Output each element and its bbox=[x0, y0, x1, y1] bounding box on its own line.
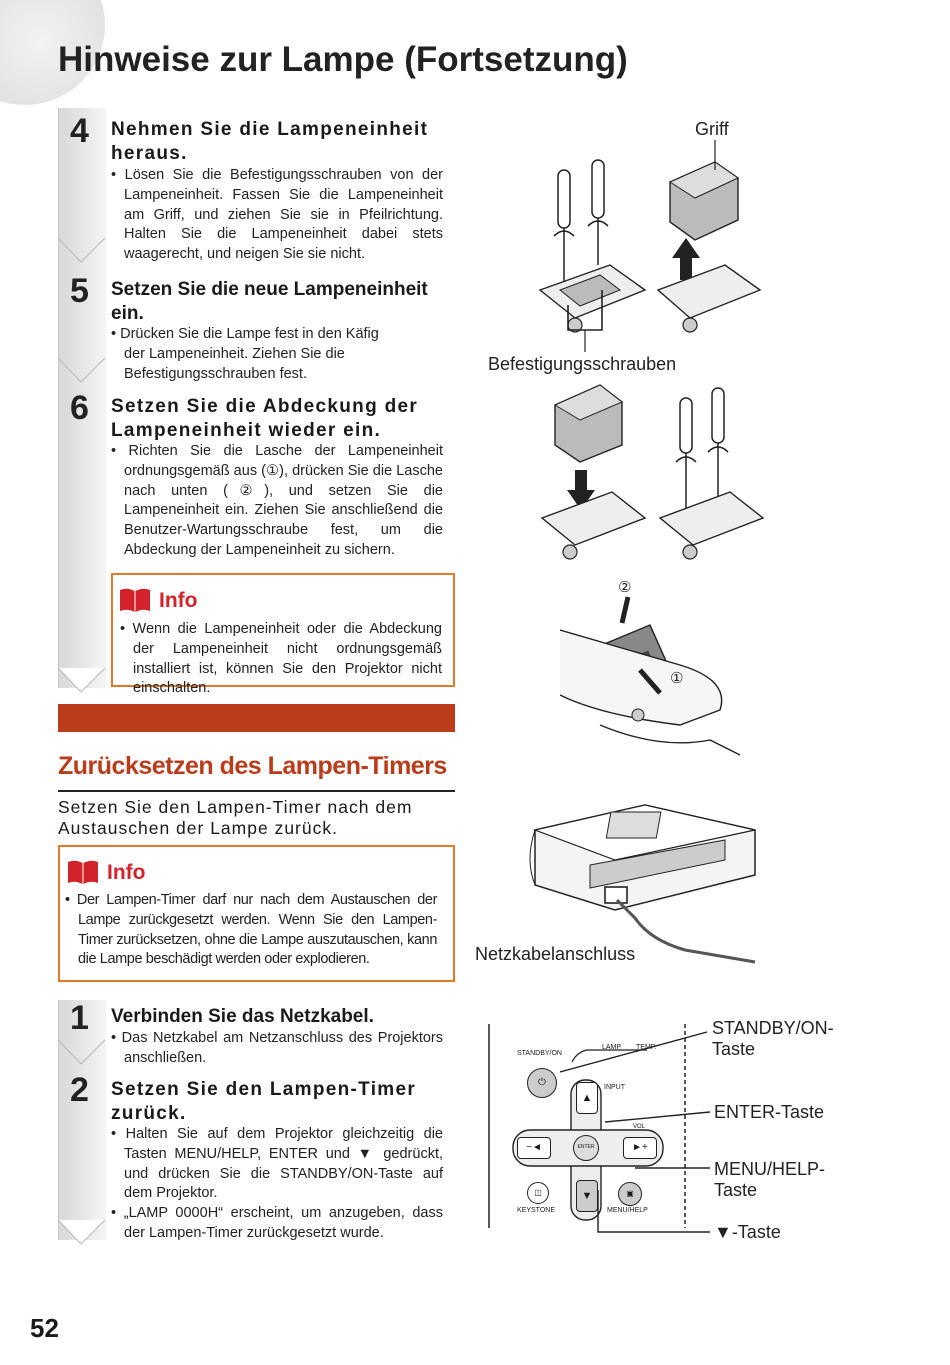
bullet: • „LAMP 0000H“ erscheint, um anzugeben, dass der Lampen-Timer zurückgesetzt wurde. bbox=[111, 1205, 443, 1241]
section-intro: Setzen Sie den Lampen-Timer nach dem Austauschen der Lampe zurück. bbox=[58, 797, 413, 838]
standby-button[interactable]: ⏻ bbox=[527, 1068, 557, 1098]
section-bar bbox=[58, 704, 455, 732]
step-heading: Nehmen Sie die Lampeneinheit heraus. bbox=[111, 119, 429, 164]
book-icon bbox=[119, 587, 151, 613]
label-netzkabelanschluss: Netzkabelanschluss bbox=[475, 944, 636, 964]
info-text: • Wenn die Lampeneinheit oder die Abdeckung der Lampeneinheit nicht ordnungsgemäß installiert ist, können Sie den Projektor nicht einschalten. bbox=[120, 621, 442, 697]
label-standby: STANDBY/ON- Taste bbox=[712, 1018, 834, 1059]
step-heading: Verbinden Sie das Netzkabel. bbox=[111, 1006, 374, 1027]
lamp-unit-icon bbox=[670, 140, 738, 240]
info-text: • Der Lampen-Timer darf nur nach dem Austauschen der Lampe zurückgesetzt werden. Wenn Sie den Lampen-Timer zurücksetzen, ohne die Lampe auszutauschen, kann die Lampe beschädigt werden oder explodieren. bbox=[65, 892, 437, 968]
bullet: • Halten Sie auf dem Projektor gleichzeitig die Tasten MENU/HELP, ENTER und ▼ gedrückt, und drücken Sie die STANDBY/ON-Taste auf dem Projektor. bbox=[111, 1126, 443, 1202]
bullet: • Lösen Sie die Befestigungsschrauben von der Lampeneinheit. Fassen Sie die Lampeneinheit am Griff, und ziehen Sie sie in Pfeilrichtung. Halten Sie die Lampeneinheit dabei stets waagerecht, und neigen Sie sie nicht. bbox=[111, 167, 444, 263]
page-number: 52 bbox=[30, 1313, 59, 1343]
temp-indicator: TEMP. bbox=[636, 1044, 657, 1051]
step-body bbox=[111, 325, 401, 384]
step-body: • Das Netzkabel am Netzanschluss des Projektors anschließen. bbox=[111, 1030, 443, 1066]
step-number: 4 bbox=[70, 112, 89, 150]
standby-label: STANDBY/ON bbox=[517, 1050, 562, 1057]
label-enter: ENTER-Taste bbox=[714, 1102, 825, 1122]
step-heading: Setzen Sie den Lampen-Timer zurück. bbox=[111, 1079, 417, 1124]
info-title: Info bbox=[159, 589, 198, 612]
label-menu: MENU/HELP- Taste bbox=[714, 1159, 826, 1200]
menu-help-label: MENU/HELP bbox=[607, 1207, 648, 1214]
label-befestigungsschrauben: Befestigungsschrauben bbox=[488, 354, 677, 374]
step-body bbox=[111, 166, 443, 265]
info-title: Info bbox=[107, 861, 146, 884]
step-heading: Setzen Sie die neue Lampeneinheit ein. bbox=[111, 279, 428, 324]
up-button[interactable]: ▲ bbox=[576, 1082, 598, 1114]
step-number: 6 bbox=[70, 389, 89, 427]
leader-lines bbox=[560, 1020, 720, 1240]
step-number: 1 bbox=[70, 999, 89, 1037]
page-title: Hinweise zur Lampe (Fortsetzung) bbox=[58, 40, 628, 79]
book-icon bbox=[67, 859, 99, 885]
step-heading: Setzen Sie die Abdeckung der Lampeneinheit wieder ein. bbox=[111, 396, 419, 441]
step-body bbox=[111, 442, 443, 561]
bullet: • Drücken Sie die Lampe fest in den Käfig der Lampeneinheit. Ziehen Sie die Befestigungsschrauben fest. bbox=[111, 326, 379, 382]
enter-button[interactable]: ENTER bbox=[573, 1135, 599, 1161]
sidebar-chevrons bbox=[57, 0, 107, 1365]
projector-illustration bbox=[525, 800, 775, 975]
circled-1: ① bbox=[670, 669, 684, 687]
cover-illustration bbox=[560, 575, 760, 775]
step-body bbox=[111, 1125, 443, 1244]
lamp-cage-icon bbox=[540, 265, 645, 332]
right-button[interactable]: ►+ bbox=[623, 1137, 657, 1159]
step-number: 5 bbox=[70, 272, 89, 310]
step-number: 2 bbox=[70, 1071, 89, 1109]
circled-2: ② bbox=[618, 578, 632, 596]
lamp-indicator: LAMP bbox=[602, 1044, 622, 1051]
label-griff: Griff bbox=[695, 119, 729, 139]
arrow-up-icon bbox=[672, 238, 700, 280]
input-label: INPUT bbox=[604, 1084, 625, 1091]
info-box bbox=[111, 573, 455, 697]
menu-help-button[interactable]: ▣ bbox=[618, 1182, 642, 1206]
keystone-label: KEYSTONE bbox=[517, 1207, 555, 1214]
left-button[interactable]: −◄ bbox=[517, 1137, 551, 1159]
section-heading: Zurücksetzen des Lampen-Timers bbox=[58, 752, 447, 780]
down-button[interactable]: ▼ bbox=[576, 1180, 598, 1212]
bullet: • Richten Sie die Lasche der Lampeneinheit ordnungsgemäß aus (①), drücken Sie die Lasche nach unten (②), und setzen Sie die Lampeneinheit ein. Ziehen Sie anschließend die Benutzer-Wartungsschraube fest, um die Abdeckung der Lampeneinheit zu sichern. bbox=[111, 443, 443, 558]
lamp-replacement-illustration bbox=[520, 140, 780, 580]
label-down: ▼-Taste bbox=[714, 1222, 781, 1242]
keystone-button[interactable]: ◫ bbox=[527, 1182, 549, 1204]
info-box bbox=[58, 845, 455, 982]
section-divider bbox=[58, 790, 455, 792]
vol-label: VOL bbox=[633, 1124, 646, 1130]
